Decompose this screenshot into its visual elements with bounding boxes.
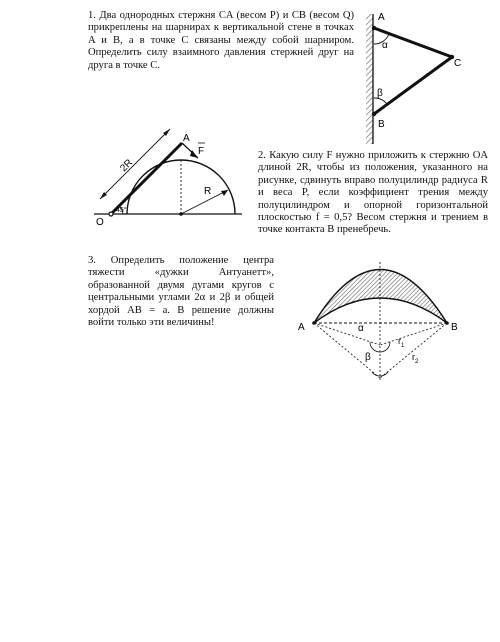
label-alpha: α — [382, 40, 388, 51]
label-r1-sub: 1 — [401, 343, 405, 349]
label-c: C — [454, 58, 462, 69]
label-alpha3: α — [358, 323, 364, 334]
problem-1-text: 1. Два однородных стержня CA (весом P) и CB (весом Q) прикреплены на шарнирах к вертикальной стене в точках A и B, а в точке C связаны между собой шарниром. Определить силу взаимного давления стержней друг на друга в точке C. — [88, 10, 354, 71]
point-a — [312, 321, 316, 325]
radius-r1-right — [380, 323, 447, 345]
radius-r2-left — [314, 323, 380, 378]
label-b: B — [378, 119, 385, 130]
label-beta: β — [377, 88, 383, 99]
label-f: F — [198, 146, 205, 157]
label-a2: A — [183, 133, 190, 144]
point-b — [445, 321, 449, 325]
lune-shape — [314, 270, 447, 324]
label-r2-sub: 2 — [415, 359, 419, 365]
label-b3: B — [451, 322, 458, 333]
label-beta3: β — [365, 352, 371, 363]
label-angle-45: 45° — [116, 207, 127, 214]
label-a3: A — [298, 322, 305, 333]
problem-2-text: 2. Какую силу F нужно приложить к стержню OA длиной 2R, чтобы из положения, указанного на рисунке, сдвинуть вправо полуцилиндр радиуса R и веса P, если коэффициент трения между полуцилиндром и опорной горизонтальной плоскостью f = 0,5? Весом стержня и трением в точке контакта B пренебречь. — [258, 150, 488, 236]
label-r2 — [412, 352, 419, 365]
label-o: O — [96, 217, 104, 228]
label-r: R — [204, 186, 212, 197]
label-2r: 2R — [118, 157, 136, 175]
problem-3-text: 3. Определить положение центра тяжести «дужки Антуанетт», образованной двумя дугами кругов с центральными углами 2α и 2β и общей хордой AB = a. В решение должны войти только эти величины! — [88, 255, 274, 329]
label-a: A — [378, 12, 385, 23]
radius-r1-left — [314, 323, 380, 345]
label-r1-main: r — [398, 336, 401, 346]
label-r1 — [398, 336, 405, 349]
radius-r2-right — [380, 323, 447, 378]
label-r2-main: r — [412, 352, 415, 362]
